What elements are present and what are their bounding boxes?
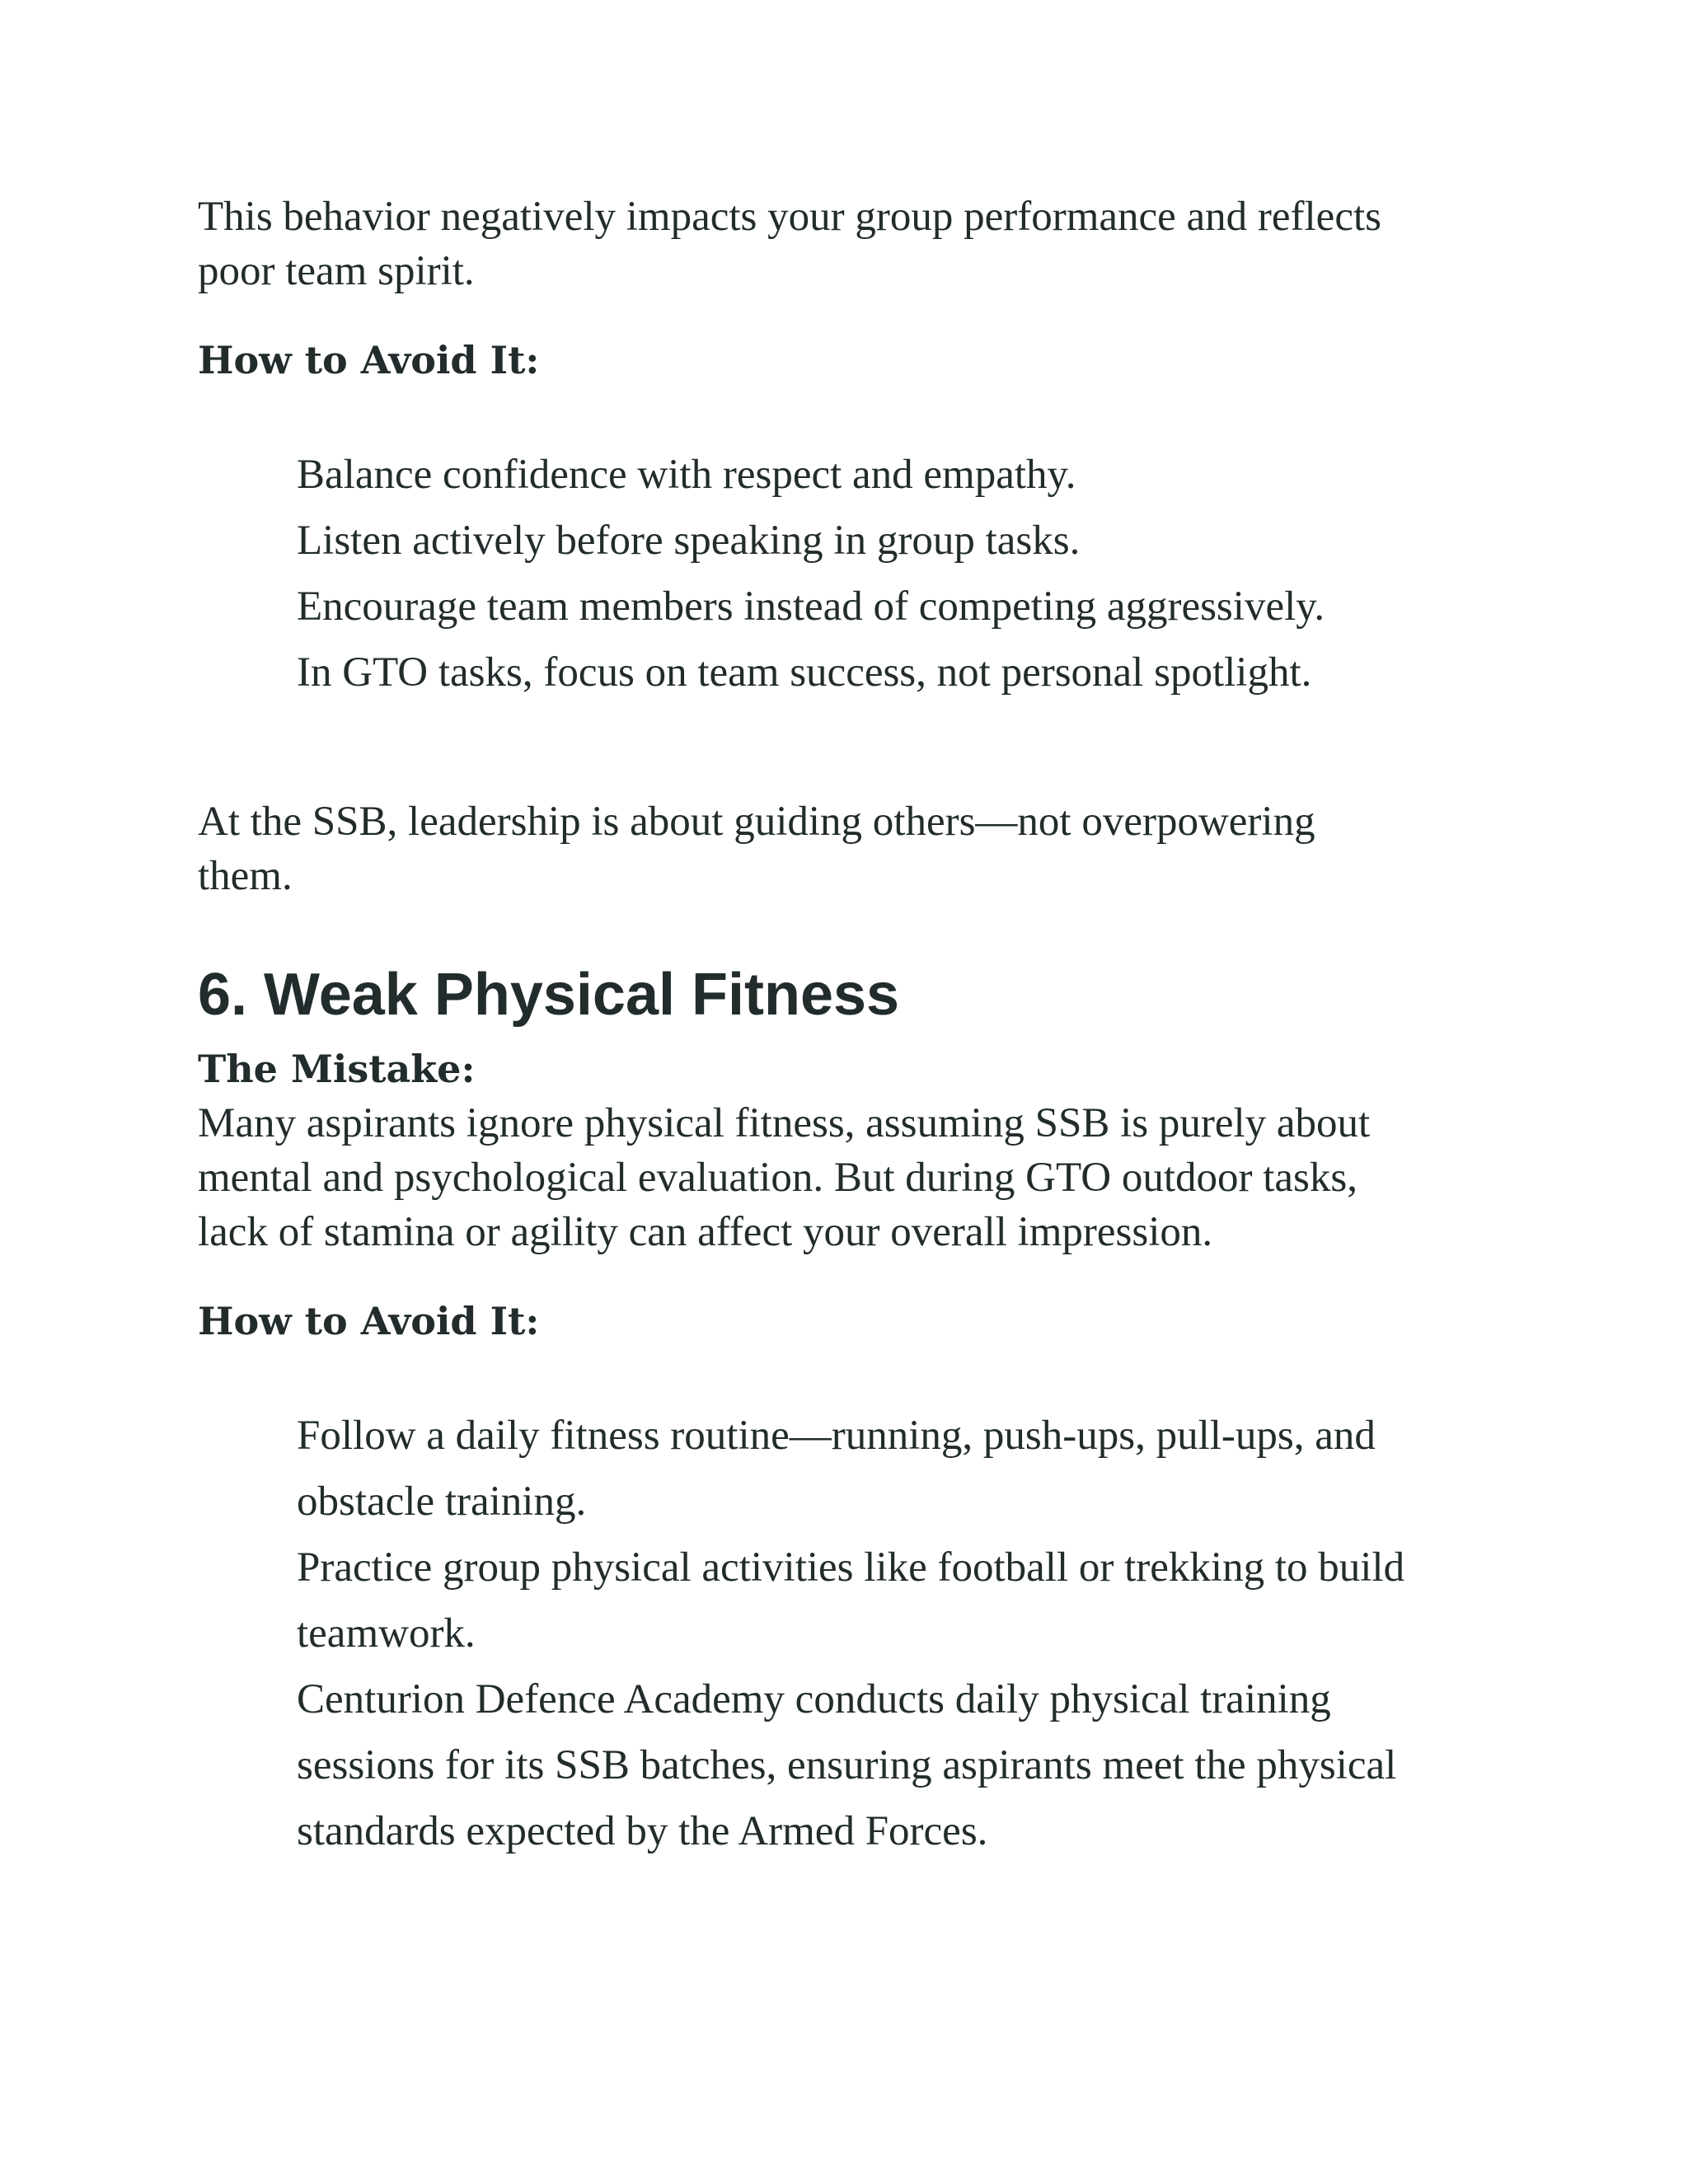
closing-paragraph: At the SSB, leadership is about guiding others—not overpowering them. (198, 799, 1315, 899)
list-item: Practice group physical activities like football or trekking to build teamwork. (297, 1544, 1405, 1657)
list-item: In GTO tasks, focus on team success, not personal spotlight. (297, 649, 1312, 696)
list-item: Balance confidence with respect and empathy. (297, 452, 1076, 498)
list-item: Encourage team members instead of competing aggressively. (297, 583, 1325, 630)
tips-list (198, 1403, 1517, 1864)
section-title: 6. Weak Physical Fitness (198, 962, 900, 1028)
intro-paragraph: This behavior negatively impacts your group performance and reflects poor team spirit. (198, 194, 1381, 294)
list-item: Follow a daily fitness routine—running, push-ups, pull-ups, and obstacle training. (297, 1413, 1376, 1525)
how-to-avoid-heading: How to Avoid It: (198, 338, 540, 382)
tips-list (198, 442, 1517, 705)
how-to-avoid-heading: How to Avoid It: (198, 1299, 540, 1343)
document-page (198, 190, 1517, 1864)
list-item: Centurion Defence Academy conducts daily physical training sessions for its SSB batches, ensuring aspirants meet the physical standards expected by the Armed Forces. (297, 1676, 1397, 1854)
list-item: Listen actively before speaking in group tasks. (297, 518, 1081, 564)
mistake-paragraph: Many aspirants ignore physical fitness, assuming SSB is purely about mental and psychological evaluation. But during GTO outdoor tasks, lack of stamina or agility can affect your overall impression. (198, 1100, 1371, 1255)
mistake-heading: The Mistake: (198, 1047, 476, 1091)
